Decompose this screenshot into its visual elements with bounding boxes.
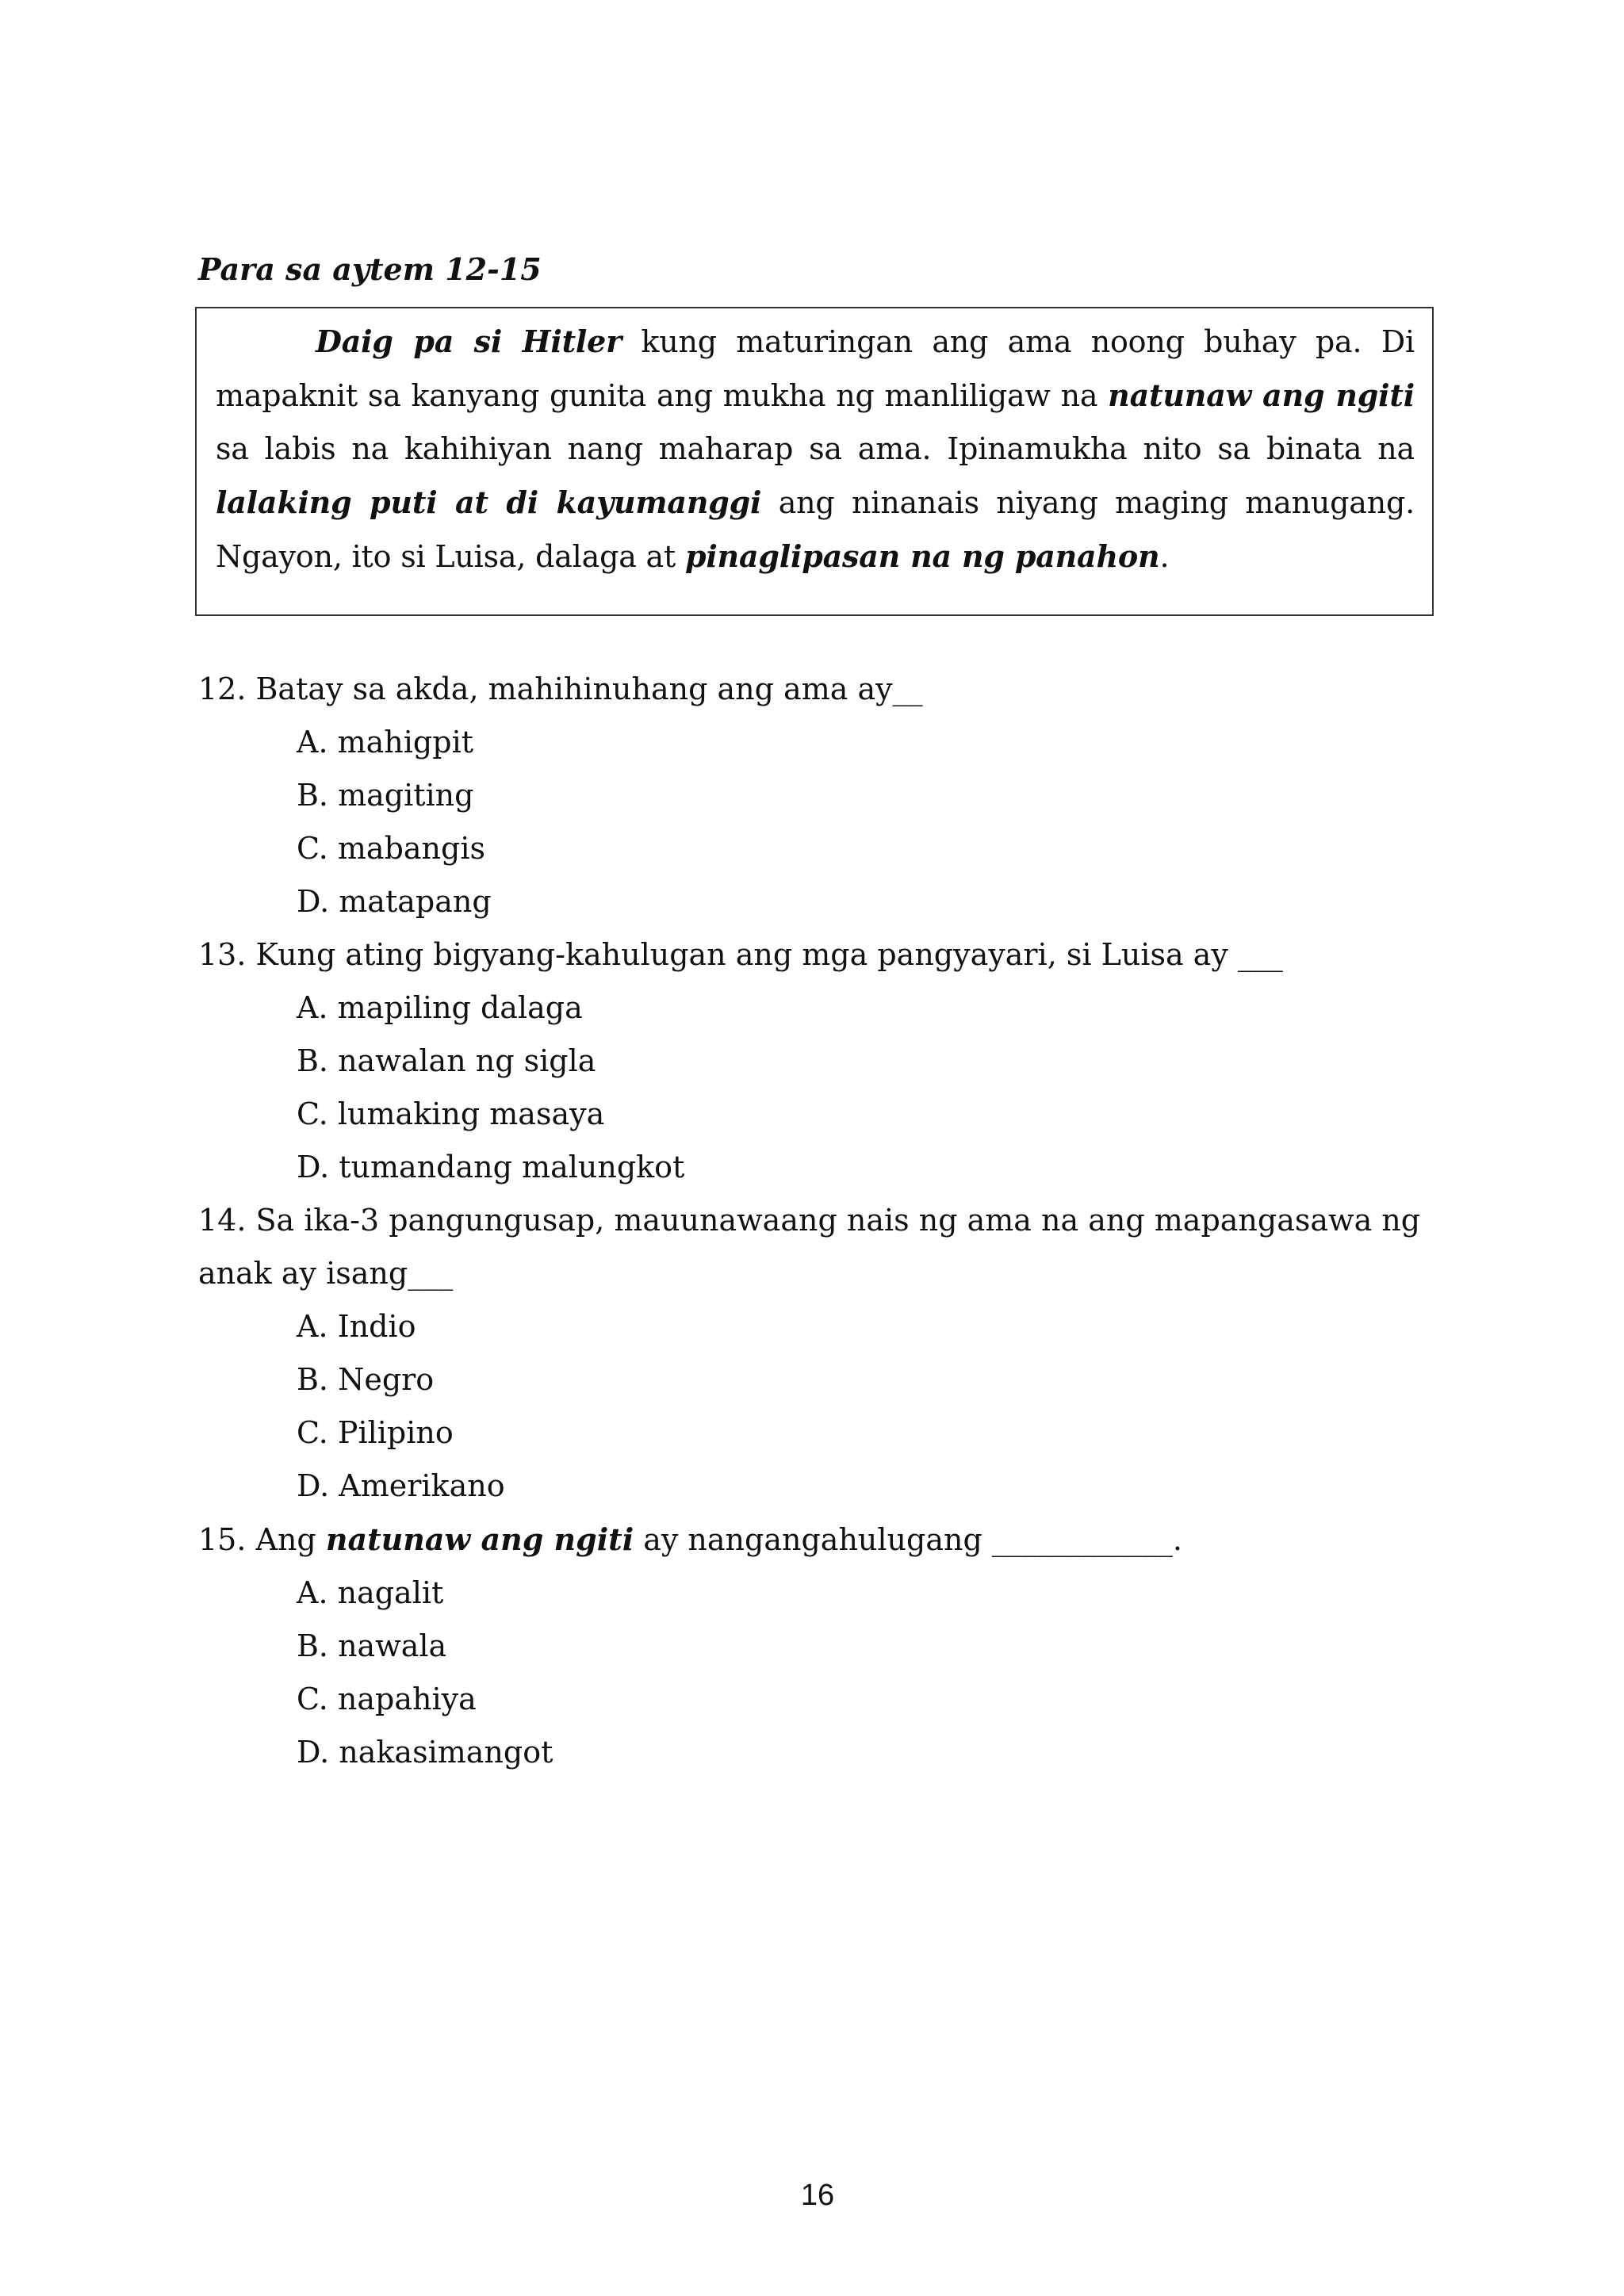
section-heading: Para sa aytem 12-15: [198, 251, 542, 287]
passage-segment-emphasis: lalaking puti at di kayumanggi: [216, 484, 762, 520]
passage-segment: ang ninanais niyang maging manugang. Ngayon, ito si Luisa, dalaga at: [216, 485, 1415, 574]
passage-text: [216, 315, 1415, 584]
question-12: [198, 663, 1435, 928]
passage-box: [195, 307, 1434, 616]
choice-c: C. lumaking masaya: [297, 1096, 605, 1131]
question-stem-part: 15. Ang: [198, 1522, 326, 1557]
choice-a: A. mapiling dalaga: [297, 990, 583, 1025]
passage-segment: sa labis na kahihiyan nang maharap sa ama. Ipinamukha nito sa binata na: [216, 431, 1415, 466]
question-13: [198, 928, 1435, 1194]
choice-c: C. napahiya: [297, 1682, 477, 1716]
choice-b: B. nawala: [297, 1628, 447, 1663]
choice-d: D. nakasimangot: [297, 1735, 553, 1770]
choice-d: D. matapang: [297, 884, 492, 919]
passage-segment-emphasis: Daig pa si Hitler: [316, 323, 622, 359]
question-15: [198, 1513, 1435, 1779]
page-number: 16: [800, 2179, 835, 2212]
choice-b: B. Negro: [297, 1362, 435, 1397]
choice-d: D. tumandang malungkot: [297, 1150, 685, 1184]
choice-list: [198, 1567, 1435, 1779]
choice-a: A. Indio: [297, 1309, 416, 1344]
choice-a: A. nagalit: [297, 1575, 444, 1610]
passage-segment: .: [1159, 539, 1170, 574]
question-14: [198, 1194, 1435, 1513]
choice-c: C. mabangis: [297, 831, 486, 866]
question-stem-part: ay nangangahulugang ____________.: [634, 1522, 1182, 1557]
choice-list: [198, 716, 1435, 928]
question-stem: 14. Sa ika-3 pangungusap, mauunawaang nais ng ama na ang mapangasawa ng anak ay isang___: [198, 1203, 1421, 1291]
choice-a: A. mahigpit: [297, 725, 473, 760]
choice-list: [198, 1300, 1435, 1513]
question-stem: 13. Kung ating bigyang-kahulugan ang mga pangyayari, si Luisa ay ___: [198, 937, 1283, 972]
passage-segment: kung maturingan ang ama noong buhay pa. Di mapaknit sa kanyang gunita ang mukha ng manliligaw na: [216, 324, 1415, 413]
choice-d: D. Amerikano: [297, 1468, 505, 1503]
choice-b: B. nawalan ng sigla: [297, 1043, 596, 1078]
choice-b: B. magiting: [297, 778, 474, 813]
passage-segment-emphasis: pinaglipasan na ng panahon: [684, 538, 1160, 574]
choice-c: C. Pilipino: [297, 1415, 454, 1450]
passage-segment-emphasis: natunaw ang ngiti: [1108, 377, 1415, 413]
choice-list: [198, 982, 1435, 1194]
question-list: [198, 663, 1435, 1779]
question-stem: [198, 1513, 1435, 1567]
question-stem: 12. Batay sa akda, mahihinuhang ang ama ay__: [198, 672, 923, 706]
question-stem-emphasis: natunaw ang ngiti: [325, 1521, 634, 1557]
